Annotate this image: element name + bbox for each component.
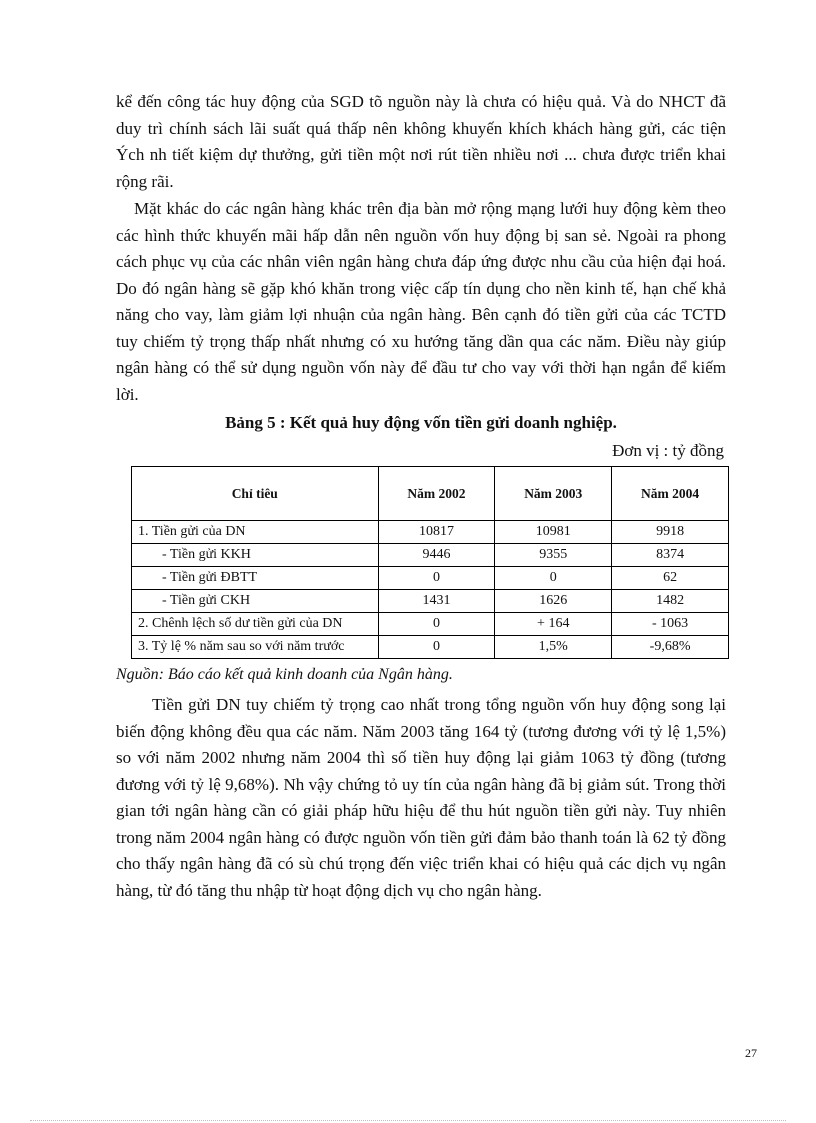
table-row [132, 636, 729, 659]
cell-2003: 9355 [495, 544, 612, 567]
cell-2002: 0 [378, 636, 495, 659]
cell-2004: 62 [612, 567, 729, 590]
table-row [132, 567, 729, 590]
cell-2003: + 164 [495, 613, 612, 636]
paragraph-1: kể đến công tác huy động của SGD tõ nguồn này là chưa có hiệu quả. Và do NHCT đã duy trì chính sách lãi suất quá thấp nên không khuyến khích khách hàng gửi, các tiện Ých nh tiết kiệm dự thưởng, gửi tiền một nơi rút tiền nhiều nơi ... chưa được triển khai rộng rãi. [116, 92, 726, 191]
deposit-table [131, 466, 729, 659]
table-row [132, 590, 729, 613]
header-year-2004: Năm 2004 [612, 467, 729, 521]
table-row [132, 544, 729, 567]
cell-2002: 0 [378, 613, 495, 636]
cell-2003: 1626 [495, 590, 612, 613]
cell-2002: 1431 [378, 590, 495, 613]
table-row [132, 521, 729, 544]
table-caption: Bảng 5 : Kết quả huy động vốn tiền gửi doanh nghiệp. [225, 413, 617, 432]
row-label: - Tiền gửi KKH [132, 544, 379, 567]
paragraph-3: Tiền gửi DN tuy chiếm tỷ trọng cao nhất trong tổng nguồn vốn huy động song lại biến động không đều qua các năm. Năm 2003 tăng 164 tỷ (tương đương với tỷ lệ 1,5%) so với năm 2002 nhưng năm 2004 thì số tiền huy động lại giảm 1063 tỷ đồng (tương đương với tỷ lệ 9,68%). Nh vậy chứng tỏ uy tín của ngân hàng đã bị giảm sút. Trong thời gian tới ngân hàng cần có giải pháp hữu hiệu để thu hút nguồn tiền gửi này. Tuy nhiên trong năm 2004 ngân hàng có được nguồn vốn tiền gửi đảm bảo thanh toán là 62 tỷ đồng cho thấy ngân hàng đã có sù chú trọng đến việc triển khai có hiệu quả các dịch vụ ngân hàng, từ đó tăng thu nhập từ hoạt động dịch vụ cho ngân hàng. [116, 695, 726, 900]
cell-2003: 0 [495, 567, 612, 590]
row-label: - Tiền gửi CKH [132, 590, 379, 613]
cell-2004: 1482 [612, 590, 729, 613]
cell-2004: -9,68% [612, 636, 729, 659]
row-label: 2. Chênh lệch số dư tiền gửi của DN [132, 613, 379, 636]
cell-2003: 10981 [495, 521, 612, 544]
header-year-2002: Năm 2002 [378, 467, 495, 521]
paragraph-2: Mặt khác do các ngân hàng khác trên địa bàn mở rộng mạng lưới huy động kèm theo các hình thức khuyến mãi hấp dẫn nên nguồn vốn huy động bị san sẻ. Ngoài ra phong cách phục vụ của các nhân viên ngân hàng chưa đáp ứng được nhu cầu của hiện đại hoá. Do đó ngân hàng sẽ gặp khó khăn trong việc cấp tín dụng cho nền kinh tế, hạn chế khả năng cho vay, làm giảm lợi nhuận của ngân hàng. Bên cạnh đó tiền gửi của các TCTD tuy chiếm tỷ trọng thấp nhất nhưng có xu hướng tăng dần qua các năm. Điều này giúp ngân hàng có thể sử dụng nguồn vốn này để đầu tư cho vay với thời hạn ngắn để kiếm lời. [116, 199, 726, 404]
page-bottom-divider [30, 1120, 786, 1121]
cell-2002: 0 [378, 567, 495, 590]
row-label: 1. Tiền gửi của DN [132, 521, 379, 544]
table-header-row [132, 467, 729, 521]
cell-2004: 9918 [612, 521, 729, 544]
cell-2004: 8374 [612, 544, 729, 567]
row-label: 3. Tỷ lệ % năm sau so với năm trước [132, 636, 379, 659]
cell-2002: 9446 [378, 544, 495, 567]
header-indicator: Chỉ tiêu [132, 467, 379, 521]
table-unit: Đơn vị : tỷ đồng [612, 441, 724, 460]
cell-2003: 1,5% [495, 636, 612, 659]
page-number: 27 [745, 1046, 757, 1060]
cell-2002: 10817 [378, 521, 495, 544]
row-label: - Tiền gửi ĐBTT [132, 567, 379, 590]
header-year-2003: Năm 2003 [495, 467, 612, 521]
table-row [132, 613, 729, 636]
cell-2004: - 1063 [612, 613, 729, 636]
table-source: Nguồn: Báo cáo kết quả kinh doanh của Ngân hàng. [116, 666, 453, 683]
